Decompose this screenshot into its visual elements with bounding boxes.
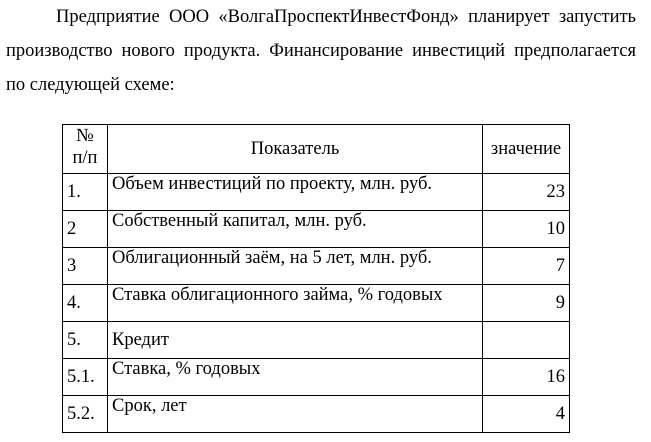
- table-row: [63, 174, 570, 211]
- table-row: [63, 322, 570, 359]
- table-row: [63, 359, 570, 396]
- row-indicator: Ставка облигационного займа, % годовых: [108, 285, 483, 322]
- row-value: 16: [483, 359, 570, 396]
- row-value: 10: [483, 211, 570, 248]
- table-header-row: [63, 125, 570, 174]
- header-indicator: Показатель: [108, 125, 483, 174]
- table-row: [63, 285, 570, 322]
- table-row: [63, 396, 570, 433]
- row-value: 4: [483, 396, 570, 433]
- row-indicator: Кредит: [108, 322, 483, 359]
- intro-paragraph: Предприятие ООО «ВолгаПроспектИнвестФонд» планирует запустить производство нового продукта. Финансирование инвестиций предполагается по следующей схеме:: [6, 7, 636, 95]
- row-number: 5.: [63, 322, 108, 359]
- row-number: 3: [63, 248, 108, 285]
- row-indicator: Срок, лет: [108, 396, 483, 433]
- row-value: [483, 322, 570, 359]
- row-number: 1.: [63, 174, 108, 211]
- row-number: 5.1.: [63, 359, 108, 396]
- table-row: [63, 248, 570, 285]
- table-row: [63, 211, 570, 248]
- row-value: 9: [483, 285, 570, 322]
- row-indicator: Ставка, % годовых: [108, 359, 483, 396]
- row-number: 4.: [63, 285, 108, 322]
- row-indicator: Собственный капитал, млн. руб.: [108, 211, 483, 248]
- header-value: значение: [483, 125, 570, 174]
- financing-table: [62, 124, 570, 433]
- row-indicator: Объем инвестиций по проекту, млн. руб.: [108, 174, 483, 211]
- row-value: 23: [483, 174, 570, 211]
- row-value: 7: [483, 248, 570, 285]
- row-indicator: Облигационный заём, на 5 лет, млн. руб.: [108, 248, 483, 285]
- row-number: 2: [63, 211, 108, 248]
- header-number: № п/п: [63, 125, 108, 174]
- row-number: 5.2.: [63, 396, 108, 433]
- financing-table-wrapper: [62, 124, 570, 433]
